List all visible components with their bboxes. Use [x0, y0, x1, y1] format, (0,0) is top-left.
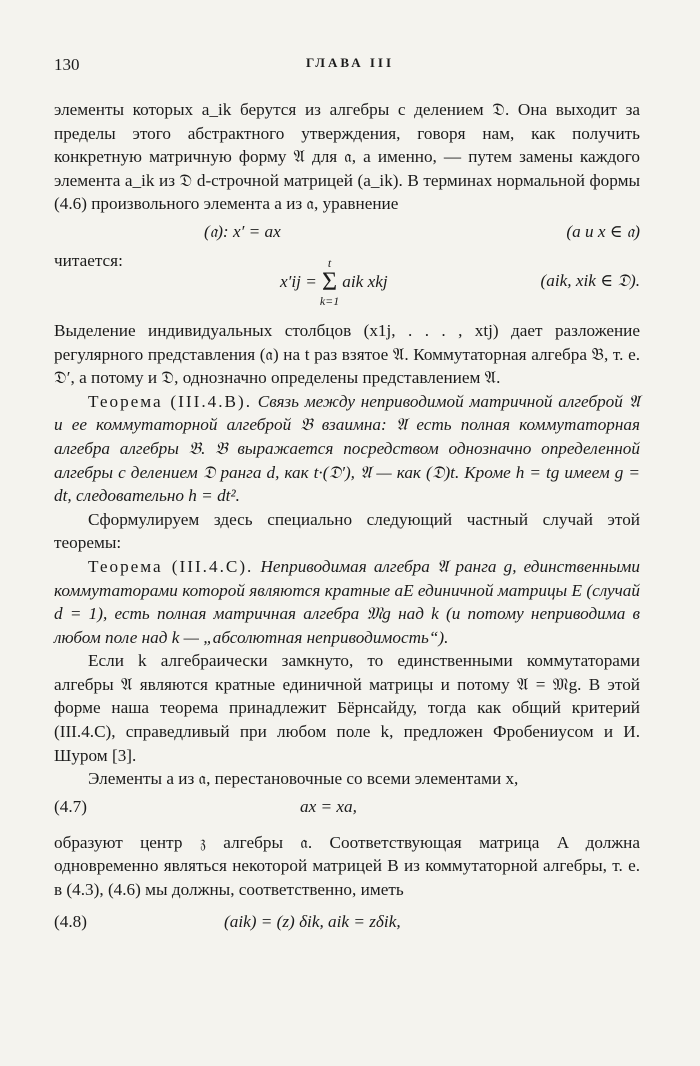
- paragraph-4: Если k алгебраически замкнуто, то единственными коммутаторами алгебры 𝔄 являются кратные единичной матрицы и потому 𝔄 = 𝔐g. В этой форме наша теорема принадлежит Бёрнсайду, тогда как общий критерий (III.4.C), справедливый при любом поле k, предложен Фробениусом и И. Шуром [3].: [54, 651, 640, 765]
- body-text: [54, 98, 640, 940]
- theorem-III-4-C-label: Теорема (III.4.C).: [88, 556, 254, 576]
- theorem-III-4-C: [54, 555, 640, 649]
- equation-4-7-formula: ax = xa,: [300, 796, 357, 816]
- equation-sum-condition: (aik, xik ∈ 𝔇).: [540, 270, 640, 290]
- reads-label: читается:: [54, 250, 123, 270]
- equation-4-7-number: (4.7): [54, 796, 87, 816]
- equation-sum-rhs: aik xkj: [342, 272, 388, 292]
- theorem-III-4-C-text: Неприводимая алгебра 𝔄 ранга g, единственными коммутаторами которой являются кратные aE единичной матрицы E (случай d = 1), есть полная матричная алгебра 𝔐g над k (и потому неприводима в любом поле над k — „абсолютная неприводимость“).: [54, 556, 640, 647]
- sum-lower-limit: k=1: [319, 293, 340, 308]
- equation-4-8: [54, 910, 640, 940]
- sum-sign: [320, 257, 339, 307]
- equation-regular-condition: (a и x ∈ 𝔞): [566, 221, 640, 241]
- paragraph-1: элементы которых a_ik берутся из алгебры с делением 𝔇. Она выходит за пределы этого абстрактного утверждения, говоря нам, как получить конкретную матричную форму 𝔄 для 𝔞, а именно, — путем замены каждого элемента a_ik из 𝔇 d-строчной матрицей (a_ik). В терминах нормальной формы (4.6) произвольного элемента a из 𝔞, уравнение: [54, 100, 640, 214]
- equation-sum-lhs: x′ij =: [280, 272, 317, 292]
- theorem-III-4-B-text: Связь между неприводимой матричной алгеброй 𝔄 и ее коммутаторной алгеброй 𝔅 взаимна: 𝔄 есть полная коммутаторная алгебра алгебры 𝔅. 𝔅 выражается посредством однозначно определенной алгебры с делением 𝔇 ранга d, как t·(𝔇′), 𝔄 — как (𝔇)t. Кроме h = tg имеем g = dt, следовательно h = dt².: [54, 391, 641, 506]
- paragraph-6: образуют центр 𝔷 алгебры 𝔞. Соответствующая матрица A должна одновременно являться некоторой матрицей B из коммутаторной алгебры, т. е. в (4.3), (4.6) мы должны, соответственно, иметь: [54, 832, 640, 900]
- chapter-heading: ГЛАВА III: [305, 55, 395, 70]
- paragraph-3: Сформулируем здесь специально следующий частный случай этой теоремы:: [54, 509, 640, 553]
- equation-regular-formula: (𝔞): x′ = ax: [204, 221, 281, 241]
- sum-upper-limit: t: [327, 255, 332, 270]
- equation-regular: [54, 220, 640, 247]
- theorem-III-4-B: [54, 390, 640, 508]
- equation-4-8-formula: (aik) = (z) δik, aik = zδik,: [224, 911, 401, 931]
- paragraph-5: Элементы a из 𝔞, перестановочные со всеми элементами x,: [88, 769, 519, 789]
- page-number: 130: [54, 55, 80, 74]
- equation-sum-formula: [280, 253, 388, 311]
- paragraph-2: Выделение индивидуальных столбцов (x1j, . . . , xtj) дает разложение регулярного представления (𝔞) на t раз взятое 𝔄. Коммутаторная алгебра 𝔅, т. е. 𝔇′, а потому и 𝔇, однозначно определены представлением 𝔄.: [54, 320, 640, 388]
- equation-4-7: [54, 795, 640, 825]
- equation-4-8-number: (4.8): [54, 911, 87, 931]
- sigma-symbol: Σ: [321, 266, 338, 296]
- theorem-III-4-B-label: Теорема (III.4.B).: [88, 391, 252, 411]
- equation-sum: [54, 251, 640, 319]
